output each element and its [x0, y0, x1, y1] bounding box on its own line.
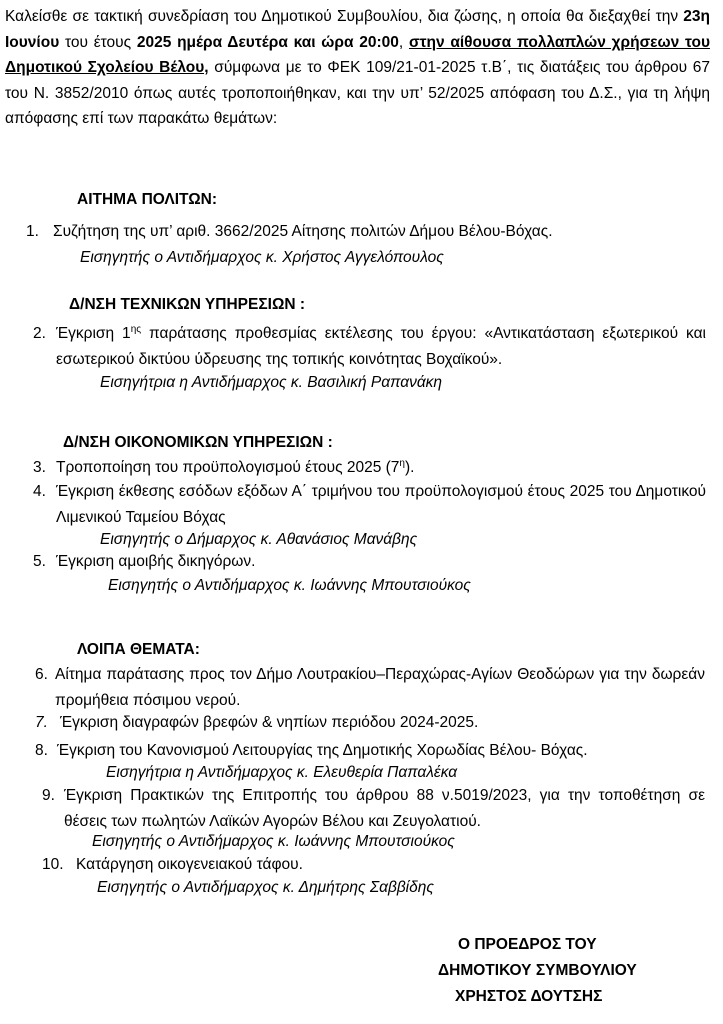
agenda-item-2 — [33, 321, 705, 373]
item-number: 9. — [42, 787, 55, 804]
item-number: 5. — [33, 553, 46, 570]
item-text: Αίτημα παράτασης προς τον Δήμο Λουτρακίου–Περαχώρας-Αγίων Θεοδώρων για την δωρεάν προμήθεια πόσιμου νερού. — [55, 666, 705, 709]
section-heading-financial: Δ/ΝΣΗ ΟΙΚΟΝΟΜΙΚΩΝ ΥΠΗΡΕΣΙΩΝ : — [63, 434, 333, 451]
agenda-item-6 — [35, 662, 705, 714]
agenda-item-8 — [35, 738, 705, 764]
intro-text-4: σύμφωνα με το ΦΕΚ 109/21-01-2025 τ.Β΄, τις διατάξεις του άρθρου 67 του Ν. 3852/2010 όπως αυτές τροποποιήθηκαν, και την υπ’ 52/2025 απόφαση του Δ.Σ., για τη λήψη απόφασης επί των παρακάτω θεμάτων: — [5, 59, 710, 127]
agenda-item-9 — [42, 783, 705, 835]
intro-paragraph — [5, 4, 710, 132]
item-5-rapporteur: Εισηγητής ο Αντιδήμαρχος κ. Ιωάννης Μπουτσιούκος — [108, 577, 471, 594]
meeting-date: 23η Ιουνίου — [5, 8, 710, 51]
signature-name: ΧΡΗΣΤΟΣ ΔΟΥΤΣΗΣ — [455, 988, 603, 1005]
agenda-item-5 — [33, 549, 705, 575]
section-heading-citizens: ΑΙΤΗΜΑ ΠΟΛΙΤΩΝ: — [77, 191, 218, 208]
item-text: Συζήτηση της υπ’ αριθ. 3662/2025 Αίτησης πολιτών Δήμου Βέλου-Βόχας. — [53, 223, 553, 240]
intro-text-3: , — [398, 33, 409, 51]
intro-text-1: Καλείσθε σε τακτική συνεδρίαση του Δημοτικού Συμβουλίου, δια ζώσης, η οποία θα διεξαχθεί την — [5, 8, 684, 25]
item-text: Τροποποίηση του προϋπολογισμού έτους 2025 $(7^\eta)$. — [56, 458, 415, 476]
section-heading-technical: Δ/ΝΣΗ ΤΕΧΝΙΚΩΝ ΥΠΗΡΕΣΙΩΝ : — [69, 296, 306, 313]
meeting-datetime: 2025 ημέρα Δευτέρα και ώρα 20:00 — [136, 33, 399, 51]
intro-text-2: του έτους — [59, 33, 137, 51]
item-1-rapporteur: Εισηγητής ο Αντιδήμαρχος κ. Χρήστος Αγγελόπουλος — [80, 249, 444, 266]
item-text: Κατάργηση οικογενειακού τάφου. — [76, 856, 303, 873]
item-number: 2. — [33, 325, 46, 342]
signature-title-2: ΔΗΜΟΤΙΚΟΥ ΣΥΜΒΟΥΛΙΟΥ — [438, 962, 637, 979]
item-number: 4. — [33, 483, 46, 500]
item-8-rapporteur: Εισηγήτρια η Αντιδήμαρχος κ. Ελευθερία Παπαλέκα — [106, 764, 458, 781]
item-text: Έγκριση διαγραφών βρεφών & νηπίων περιόδου 2024-2025. — [60, 714, 479, 731]
item-text: Έγκριση αμοιβής δικηγόρων. — [56, 553, 256, 570]
item-2-rapporteur: Εισηγήτρια η Αντιδήμαρχος κ. Βασιλική Ραπανάκη — [100, 374, 443, 391]
agenda-item-7 — [35, 710, 705, 736]
item-number: 3. — [33, 459, 46, 476]
item-text: Έγκριση του Κανονισμού Λειτουργίας της Δημοτικής Χορωδίας Βέλου- Βόχας. — [57, 742, 588, 759]
item-number: 10. — [42, 856, 64, 873]
section-heading-other: ΛΟΙΠΑ ΘΕΜΑΤΑ: — [77, 641, 200, 658]
item-text: Έγκριση Πρακτικών της Επιτροπής του άρθρου 88 ν.5019/2023, για την τοποθέτηση σε θέσεις των πωλητών Λαϊκών Αγορών Βέλου και Ζευγολατιού. — [64, 787, 705, 830]
item-4-rapporteur: Εισηγητής ο Δήμαρχος κ. Αθανάσιος Μανάβης — [100, 531, 418, 548]
item-text: Έγκριση έκθεσης εσόδων εξόδων Α΄ τριμήνου του προϋπολογισμού έτους 2025 του Δημοτικού Λιμενικού Ταμείου Βόχας — [56, 483, 706, 526]
item-number: 1. — [26, 223, 39, 240]
meeting-location: στην αίθουσα πολλαπλών χρήσεων του Δημοτικού Σχολείου Βέλου, — [5, 33, 710, 76]
item-9-rapporteur: Εισηγητής ο Αντιδήμαρχος κ. Ιωάννης Μπουτσιούκος — [92, 833, 455, 850]
item-number: 7. — [35, 714, 48, 731]
agenda-item-1 — [26, 219, 706, 245]
agenda-item-3 — [33, 455, 705, 481]
item-number: 8. — [35, 742, 48, 759]
item-text: Έγκριση $1^{\eta\varsigma}$ παράτασης προθεσμίας εκτέλεσης του έργου: «Αντικατάσταση εξωτερικού και εσωτερικού δικτύου ύδρευσης της τοπικής κοινότητας Βοχαϊκού». — [56, 324, 707, 368]
item-number: 6. — [35, 666, 48, 683]
item-10-rapporteur: Εισηγητής ο Αντιδήμαρχος κ. Δημήτρης Σαββίδης — [97, 879, 434, 896]
agenda-item-10 — [42, 852, 705, 878]
agenda-item-4 — [33, 479, 705, 531]
signature-title-1: Ο ΠΡΟΕΔΡΟΣ ΤΟΥ — [458, 936, 597, 953]
